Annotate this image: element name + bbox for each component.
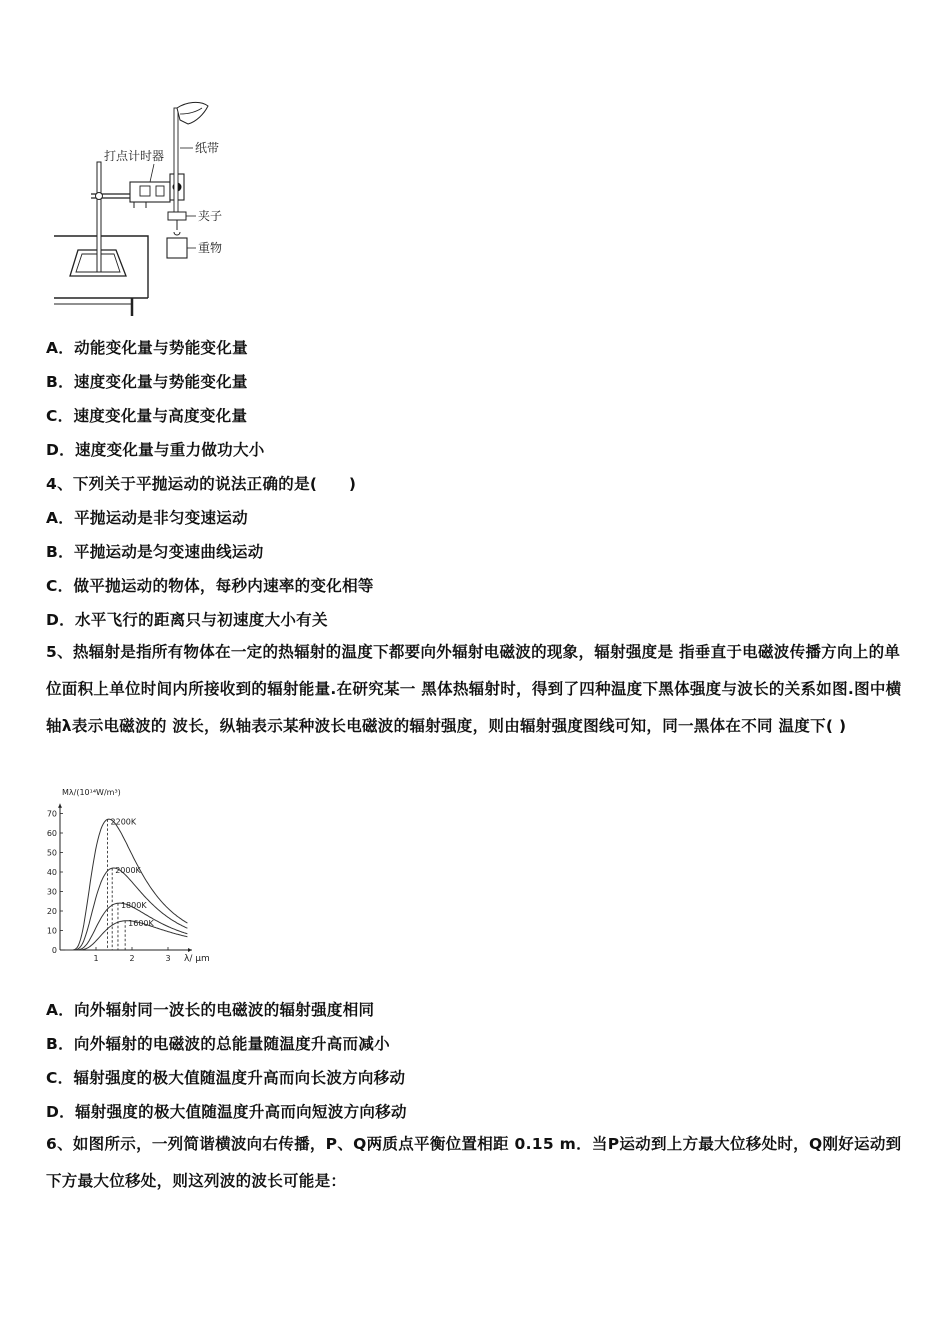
series-label-1800K: 1800K: [120, 901, 147, 911]
q5-stem: 5、热辐射是指所有物体在一定的热辐射的温度下都要向外辐射电磁波的现象，辐射强度是 指垂直于电磁波传播方向上的单位面积上单位时间内所接收到的辐射能量.在研究某一 黑体热辐射时，得到了四种温度下黑体强度与波长的关系如图.图中横轴λ表示电磁波的 波长，纵轴表示某种波长电磁波的辐射强度，则由辐射强度图线可知，同一黑体在不同 温度下( ): [46, 643, 902, 735]
q6-stem: 6、如图所示，一列简谐横波向右传播，P、Q两质点平衡位置相距 0.15 m．当P运动到上方最大位移处时，Q刚好运动到下方最大位移处，则这列波的波长可能是：: [46, 1135, 902, 1190]
label-weight: 重物: [198, 241, 223, 255]
x-tick-label: 1: [93, 954, 99, 963]
q3-option-d[interactable]: D．速度变化量与重力做功大小: [46, 441, 265, 459]
x-axis-arrow: [188, 948, 192, 952]
q3-option-b[interactable]: B．速度变化量与势能变化量: [46, 373, 248, 391]
q5-option-c[interactable]: C．辐射强度的极大值随温度升高而向长波方向移动: [46, 1069, 406, 1087]
q5-option-b[interactable]: B．向外辐射的电磁波的总能量随温度升高而减小: [46, 1035, 390, 1053]
q4-option-b[interactable]: B．平抛运动是匀变速曲线运动: [46, 543, 264, 561]
chart-xlabel: λ/ μm: [184, 954, 210, 964]
y-axis-arrow: [58, 804, 62, 808]
q4-option-d[interactable]: D．水平飞行的距离只与初速度大小有关: [46, 611, 328, 629]
label-timer: 打点计时器: [104, 149, 165, 163]
q4-stem: 4、下列关于平抛运动的说法正确的是( ): [46, 475, 357, 493]
series-label-2000K: 2000K: [115, 866, 141, 876]
x-tick-label: 3: [165, 954, 171, 963]
curve-2200K: [65, 819, 187, 950]
x-tick-label: 2: [129, 954, 135, 963]
y-tick-label: 50: [46, 848, 57, 858]
series-label-2200K: 2200K: [110, 817, 137, 827]
y-tick-label: 30: [46, 887, 57, 897]
label-tape: 纸带: [195, 141, 220, 155]
blackbody-chart: [46, 784, 226, 970]
y-tick-label: 70: [46, 809, 57, 819]
chart-ylabel: Mλ/(10¹⁴W/m³): [62, 788, 121, 797]
q5-option-a[interactable]: A．向外辐射同一波长的电磁波的辐射强度相同: [46, 1001, 375, 1019]
q5-option-d[interactable]: D．辐射强度的极大值随温度升高而向短波方向移动: [46, 1103, 407, 1121]
apparatus-figure: [46, 98, 246, 320]
y-tick-label: 20: [46, 907, 57, 916]
y-tick-label: 60: [46, 829, 57, 838]
series-label-1600K: 1600K: [128, 918, 154, 928]
y-tick-label: 40: [46, 868, 57, 877]
label-clip: 夹子: [198, 209, 223, 223]
q4-option-a[interactable]: A．平抛运动是非匀变速运动: [46, 509, 248, 527]
y-tick-label: 10: [46, 926, 57, 936]
q4-option-c[interactable]: C．做平抛运动的物体，每秒内速率的变化相等: [46, 577, 374, 595]
q3-option-c[interactable]: C．速度变化量与高度变化量: [46, 407, 248, 425]
q3-option-a[interactable]: A．动能变化量与势能变化量: [46, 339, 248, 357]
y-tick-label: 0: [51, 946, 57, 955]
